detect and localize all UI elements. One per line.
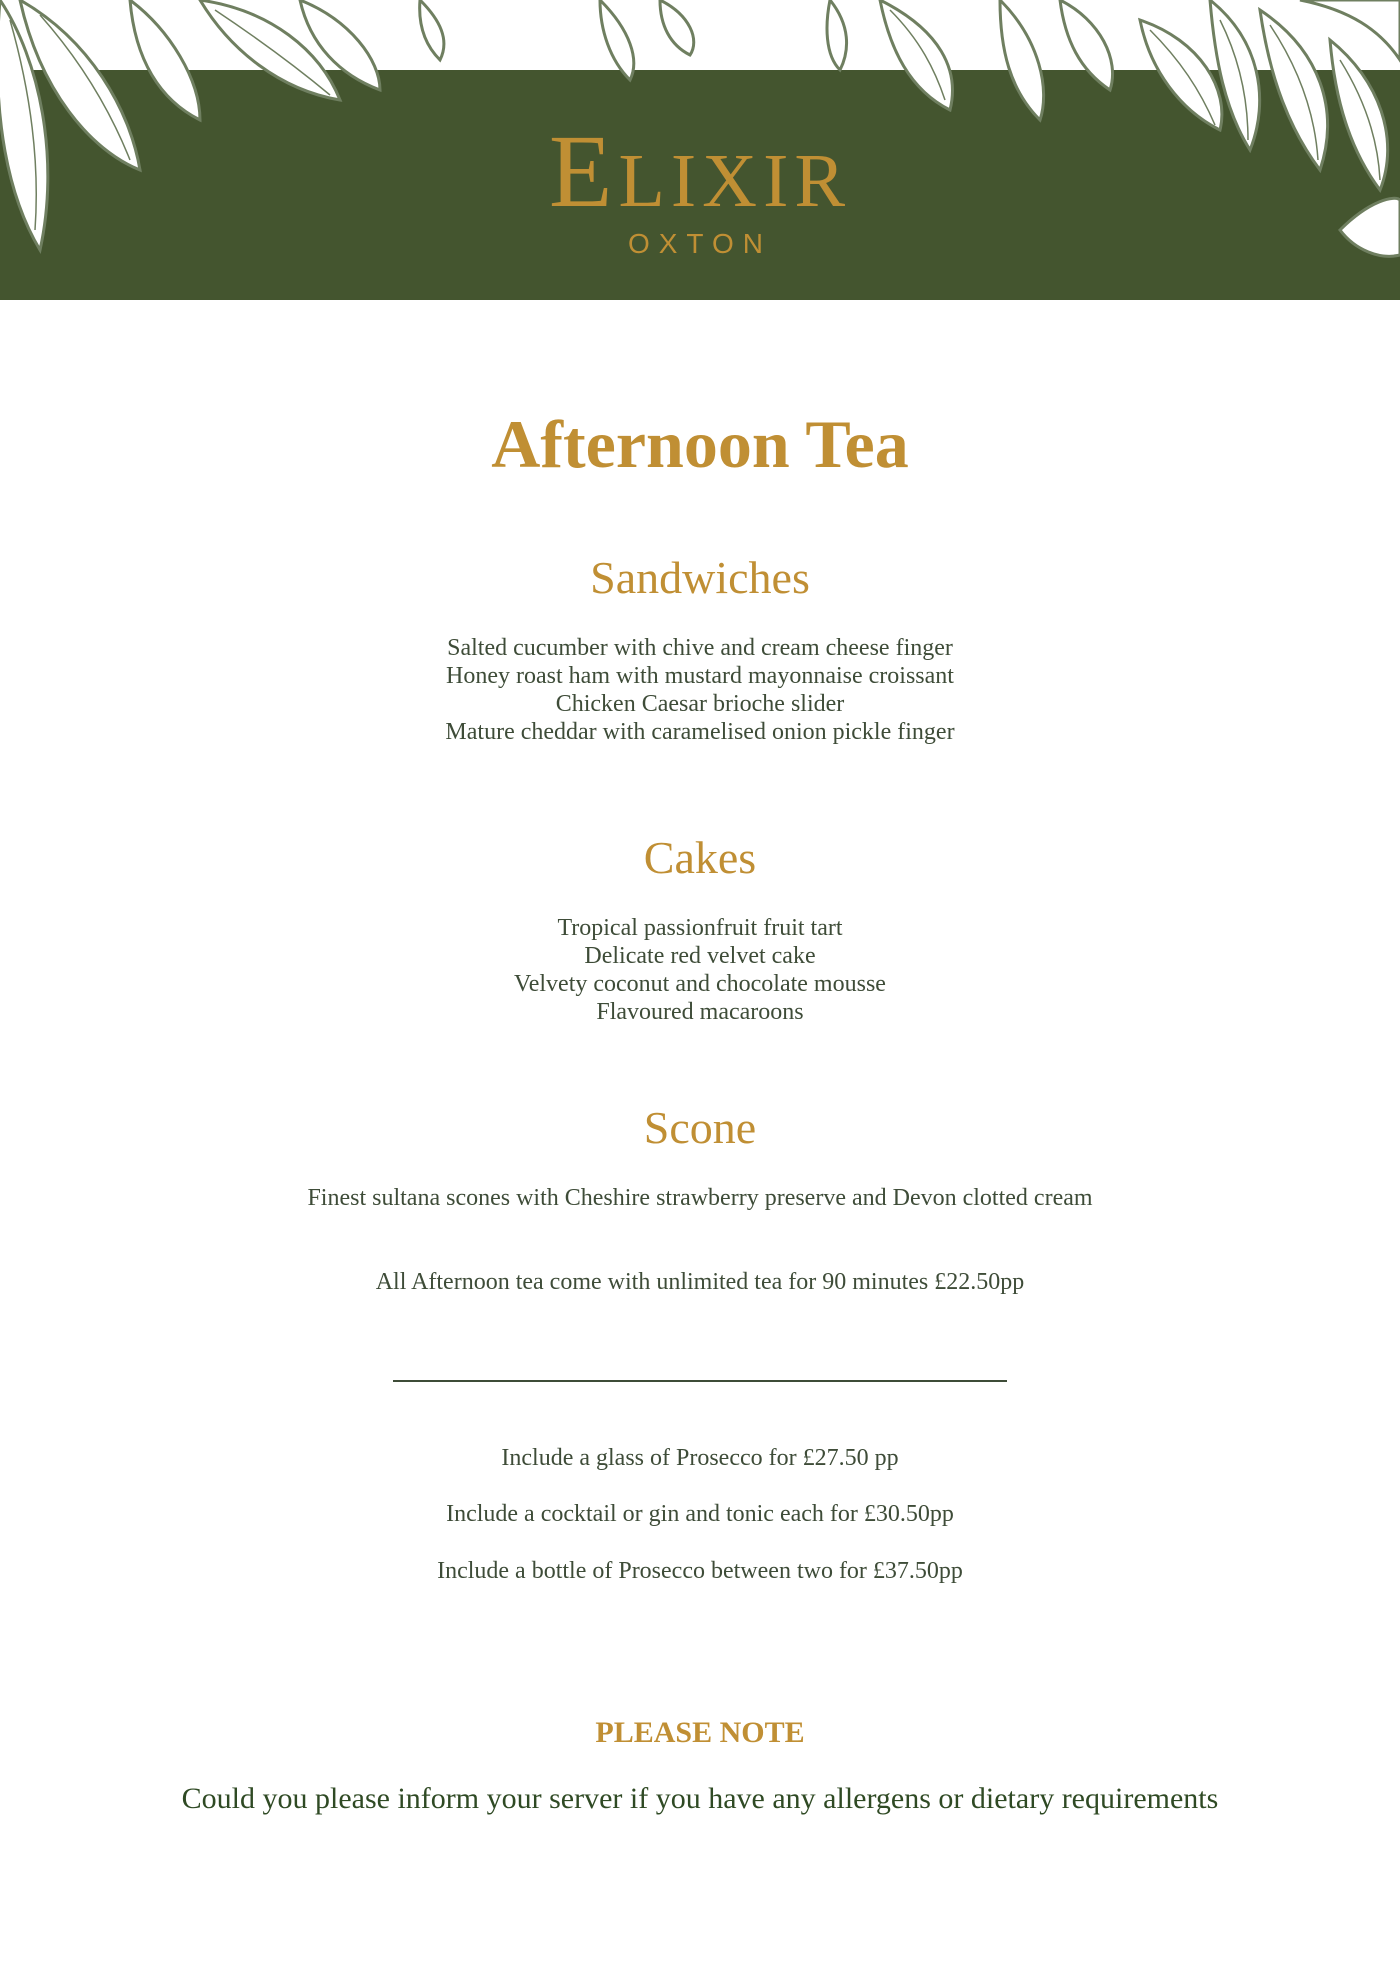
list-item: Salted cucumber with chive and cream cheese finger: [447, 635, 953, 661]
brand-rest: LIXIR: [618, 139, 852, 223]
header-banner: [0, 0, 1400, 300]
note-heading: PLEASE NOTE: [595, 1716, 805, 1749]
brand-name: [0, 114, 1400, 229]
list-item: Delicate red velvet cake: [584, 943, 816, 969]
upgrade-option: Include a glass of Prosecco for £27.50 pp: [501, 1445, 899, 1471]
list-item: Mature cheddar with caramelised onion pickle finger: [445, 719, 955, 745]
note-text: Could you please inform your server if you have any allergens or dietary requirements: [181, 1782, 1219, 1815]
price-line: All Afternoon tea come with unlimited tea for 90 minutes £22.50pp: [375, 1269, 1025, 1295]
brand-location: OXTON: [627, 228, 773, 259]
brand-logo: [0, 114, 1400, 260]
list-item: Tropical passionfruit fruit tart: [557, 915, 843, 941]
upgrade-option: Include a cocktail or gin and tonic each for £30.50pp: [446, 1501, 954, 1527]
list-item: Flavoured macaroons: [596, 999, 804, 1025]
section-heading-cakes: Cakes: [643, 832, 757, 883]
menu-title: Afternoon Tea: [491, 406, 909, 482]
list-item: Velvety coconut and chocolate mousse: [514, 971, 886, 997]
section-heading-scone: Scone: [643, 1102, 757, 1153]
list-item: Finest sultana scones with Cheshire strawberry preserve and Devon clotted cream: [307, 1185, 1093, 1211]
section-heading-sandwiches: Sandwiches: [590, 552, 810, 603]
brand-initial: E: [548, 114, 619, 229]
list-item: Chicken Caesar brioche slider: [555, 691, 845, 717]
divider: [393, 1380, 1007, 1382]
list-item: Honey roast ham with mustard mayonnaise croissant: [446, 663, 954, 689]
upgrade-option: Include a bottle of Prosecco between two for £37.50pp: [437, 1558, 963, 1584]
